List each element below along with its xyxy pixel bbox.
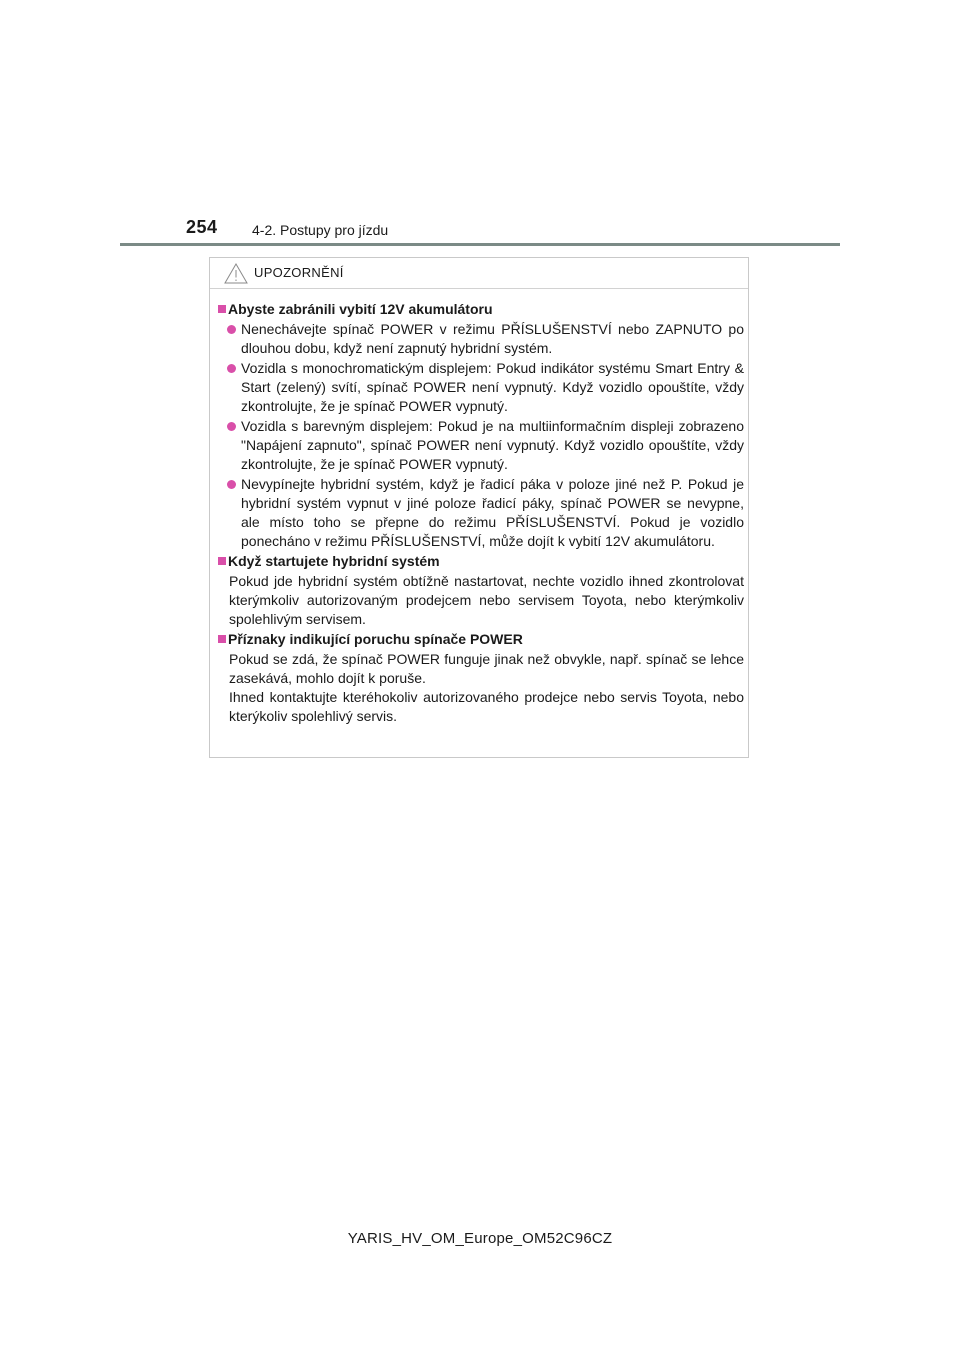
warning-triangle-icon xyxy=(224,263,248,284)
bullet-item: Vozidla s monochromatickým displejem: Pokud indikátor systému Smart Entry & Start (zelený) svítí, spínač POWER není vypnutý. Když vozidlo opouštíte, vždy zkontrolujte, že je spínač POWER vypnutý. xyxy=(218,359,744,416)
bullet-item: Nevypínejte hybridní systém, když je řadicí páka v poloze jiné než P. Pokud je hybridní systém vypnut v jiné poloze řadicí páky, spínač POWER se nevypne, ale místo toho se přepne do režimu PŘÍSLUŠENSTVÍ. Pokud je vozidlo ponecháno v režimu PŘÍSLUŠENSTVÍ, může dojít k vybití 12V akumulátoru. xyxy=(218,475,744,551)
square-bullet-icon xyxy=(218,635,226,643)
section-heading: Když startujete hybridní systém xyxy=(218,552,744,571)
section-heading: Příznaky indikující poruchu spínače POWER xyxy=(218,630,744,649)
section-paragraph: Pokud se zdá, že spínač POWER funguje jinak než obvykle, např. spínač se lehce zasekává, mohlo dojít k poruše. xyxy=(229,651,744,686)
document-code: YARIS_HV_OM_Europe_OM52C96CZ xyxy=(347,1230,613,1247)
square-bullet-icon xyxy=(218,305,226,313)
section-title: 4-2. Postupy pro jízdu xyxy=(252,222,389,238)
round-bullet-icon xyxy=(227,325,236,334)
round-bullet-icon xyxy=(227,364,236,373)
warning-header xyxy=(210,258,748,289)
warning-section xyxy=(218,552,744,629)
section-paragraph: Pokud jde hybridní systém obtížně nastartovat, nechte vozidlo ihned zkontrolovat kterýmkoliv autorizovaným prodejcem nebo servisem Toyota, nebo kterýmkoliv spolehlivým servisem. xyxy=(229,573,744,627)
bullet-item: Vozidla s barevným displejem: Pokud je na multiinformačním displeji zobrazeno "Napájení zapnuto", spínač POWER není vypnutý. Když vozidlo opouštíte, vždy zkontrolujte, že je spínač POWER vypnutý. xyxy=(218,417,744,474)
warning-section xyxy=(218,630,744,726)
header-divider xyxy=(120,243,840,246)
warning-box xyxy=(209,257,749,758)
warning-body xyxy=(218,300,744,727)
round-bullet-icon xyxy=(227,422,236,431)
warning-section xyxy=(218,300,744,551)
square-bullet-icon xyxy=(218,557,226,565)
section-heading: Abyste zabránili vybití 12V akumulátoru xyxy=(218,300,744,319)
round-bullet-icon xyxy=(227,480,236,489)
bullet-item: Nenechávejte spínač POWER v režimu PŘÍSLUŠENSTVÍ nebo ZAPNUTO po dlouhou dobu, když není zapnutý hybridní systém. xyxy=(218,320,744,358)
page-number: 254 xyxy=(186,217,218,237)
warning-label: UPOZORNĚNÍ xyxy=(254,265,344,280)
section-paragraph: Ihned kontaktujte kteréhokoliv autorizovaného prodejce nebo servis Toyota, nebo kterýkoliv spolehlivý servis. xyxy=(229,689,744,724)
